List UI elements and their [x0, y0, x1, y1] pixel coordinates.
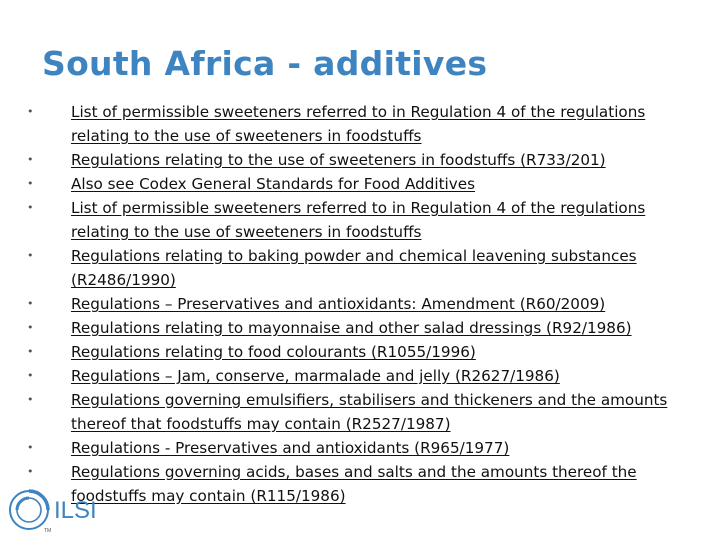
sweeteners-list-link-2[interactable]: List of permissible sweeteners referred to in Regulation 4 of the regulations relating to the use of sweeteners in foodstuffs [71, 199, 646, 241]
bullet-icon: • [27, 249, 34, 262]
logo-trademark: TM [44, 528, 52, 534]
codex-standards-link[interactable]: Also see Codex General Standards for Food Additives [71, 175, 476, 193]
list-item [26, 460, 676, 508]
jam-conserve-link[interactable]: Regulations – Jam, conserve, marmalade and jelly (R2627/1986) [71, 367, 560, 385]
bullet-icon: • [27, 177, 34, 190]
baking-powder-link[interactable]: Regulations relating to baking powder and chemical leavening substances (R2486/1990) [71, 247, 637, 289]
bullet-icon: • [27, 345, 34, 358]
sweeteners-list-link[interactable]: List of permissible sweeteners referred to in Regulation 4 of the regulations relating to the use of sweeteners in foodstuffs [71, 103, 646, 145]
list-item [26, 244, 676, 292]
list-item [26, 100, 676, 148]
slide-title: South Africa - additives [42, 44, 488, 83]
sweeteners-regulations-link[interactable]: Regulations relating to the use of sweeteners in foodstuffs (R733/201) [71, 151, 606, 169]
preservatives-amendment-link[interactable]: Regulations – Preservatives and antioxidants: Amendment (R60/2009) [71, 295, 606, 313]
list-item [26, 292, 676, 316]
list-item [26, 340, 676, 364]
bullet-icon: • [27, 297, 34, 310]
bullet-icon: • [27, 105, 34, 118]
bullet-icon: • [27, 153, 34, 166]
list-item [26, 148, 676, 172]
list-item [26, 388, 676, 436]
list-item [26, 172, 676, 196]
bullet-icon: • [27, 441, 34, 454]
preservatives-antioxidants-link[interactable]: Regulations - Preservatives and antioxidants (R965/1977) [71, 439, 510, 457]
bullet-icon: • [27, 369, 34, 382]
acids-bases-salts-link[interactable]: Regulations governing acids, bases and salts and the amounts thereof the foodstuffs may contain (R115/1986) [71, 463, 637, 505]
list-item [26, 316, 676, 340]
bullet-icon: • [27, 465, 34, 478]
ilsi-logo-mark [8, 488, 108, 534]
ilsi-logo [8, 488, 108, 534]
additives-link-list [26, 100, 676, 508]
list-item [26, 436, 676, 460]
list-item [26, 196, 676, 244]
bullet-icon: • [27, 321, 34, 334]
list-item [26, 364, 676, 388]
mayonnaise-link[interactable]: Regulations relating to mayonnaise and other salad dressings (R92/1986) [71, 319, 632, 337]
bullet-icon: • [27, 201, 34, 214]
food-colourants-link[interactable]: Regulations relating to food colourants (R1055/1996) [71, 343, 476, 361]
logo-text: ILSI [54, 497, 97, 524]
bullet-icon: • [27, 393, 34, 406]
emulsifiers-link[interactable]: Regulations governing emulsifiers, stabilisers and thickeners and the amounts thereof that foodstuffs may contain (R2527/1987) [71, 391, 668, 433]
